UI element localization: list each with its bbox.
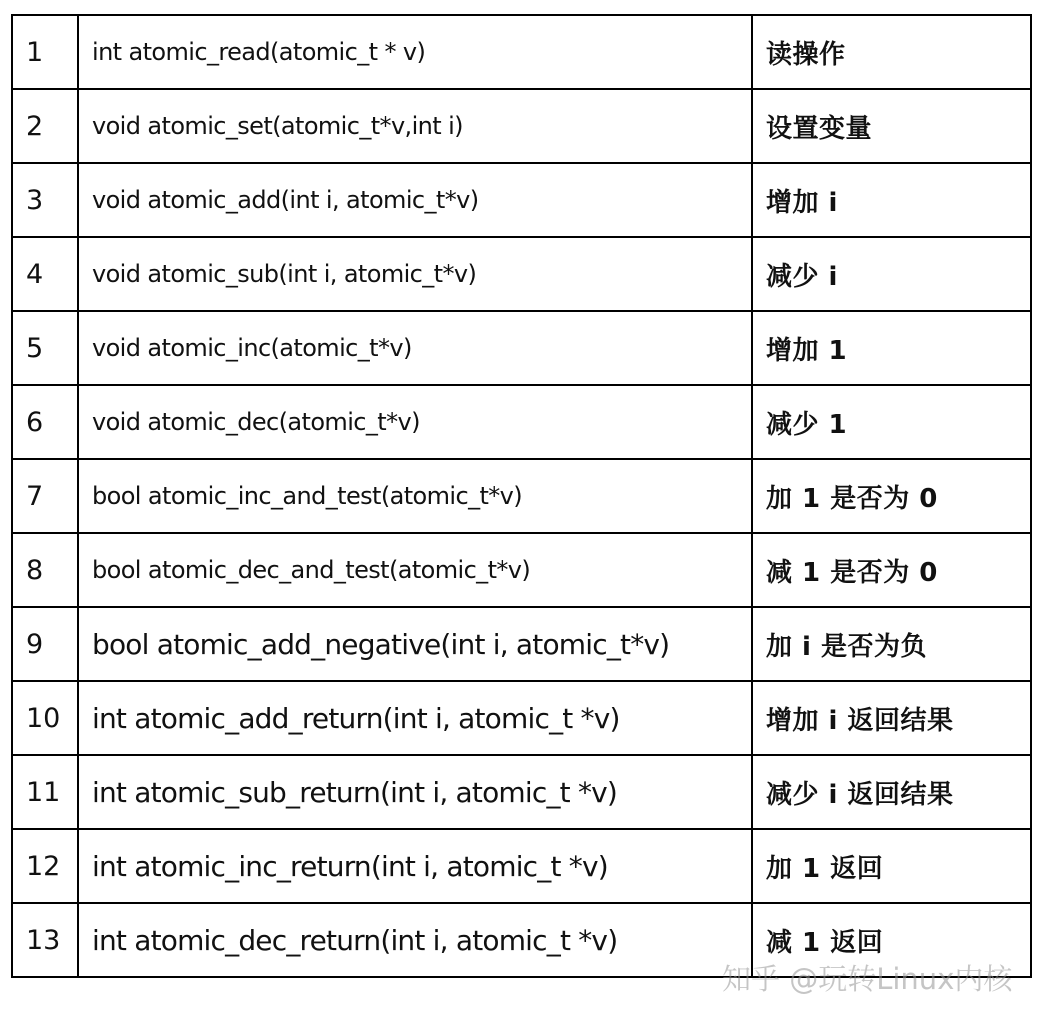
row-number: 3 [12,163,78,237]
function-description: 减少 1 [752,385,1031,459]
table-row [12,533,1031,607]
row-number: 2 [12,89,78,163]
function-description: 加 i 是否为负 [752,607,1031,681]
row-number: 5 [12,311,78,385]
function-signature: int atomic_inc_return(int i, atomic_t *v) [78,829,752,903]
function-signature: void atomic_set(atomic_t*v,int i) [78,89,752,163]
function-signature: bool atomic_dec_and_test(atomic_t*v) [78,533,752,607]
function-signature: void atomic_inc(atomic_t*v) [78,311,752,385]
table-row [12,607,1031,681]
table-row [12,89,1031,163]
watermark: 知乎 @玩转Linux内核 [722,962,1013,996]
row-number: 4 [12,237,78,311]
function-description: 减 1 返回 [752,903,1031,977]
function-signature: int atomic_dec_return(int i, atomic_t *v) [78,903,752,977]
table-row [12,163,1031,237]
function-description: 减少 i 返回结果 [752,755,1031,829]
table-row [12,237,1031,311]
row-number: 9 [12,607,78,681]
function-description: 增加 1 [752,311,1031,385]
table-row [12,829,1031,903]
function-signature: int atomic_sub_return(int i, atomic_t *v) [78,755,752,829]
row-number: 8 [12,533,78,607]
function-description: 增加 i [752,163,1031,237]
function-description: 读操作 [752,15,1031,89]
row-number: 12 [12,829,78,903]
row-number: 1 [12,15,78,89]
function-signature: void atomic_dec(atomic_t*v) [78,385,752,459]
function-signature: bool atomic_inc_and_test(atomic_t*v) [78,459,752,533]
function-signature: void atomic_add(int i, atomic_t*v) [78,163,752,237]
table-row [12,755,1031,829]
function-signature: int atomic_read(atomic_t * v) [78,15,752,89]
atomic-operations-table [11,14,1032,978]
table-row [12,903,1031,977]
function-description: 设置变量 [752,89,1031,163]
function-signature: bool atomic_add_negative(int i, atomic_t*v) [78,607,752,681]
row-number: 10 [12,681,78,755]
table-row [12,385,1031,459]
table-row [12,681,1031,755]
function-description: 加 1 返回 [752,829,1031,903]
function-description: 加 1 是否为 0 [752,459,1031,533]
table-row [12,15,1031,89]
function-description: 减 1 是否为 0 [752,533,1031,607]
function-description: 减少 i [752,237,1031,311]
function-signature: void atomic_sub(int i, atomic_t*v) [78,237,752,311]
row-number: 6 [12,385,78,459]
row-number: 11 [12,755,78,829]
function-description: 增加 i 返回结果 [752,681,1031,755]
row-number: 7 [12,459,78,533]
function-signature: int atomic_add_return(int i, atomic_t *v) [78,681,752,755]
row-number: 13 [12,903,78,977]
table-row [12,311,1031,385]
table-row [12,459,1031,533]
